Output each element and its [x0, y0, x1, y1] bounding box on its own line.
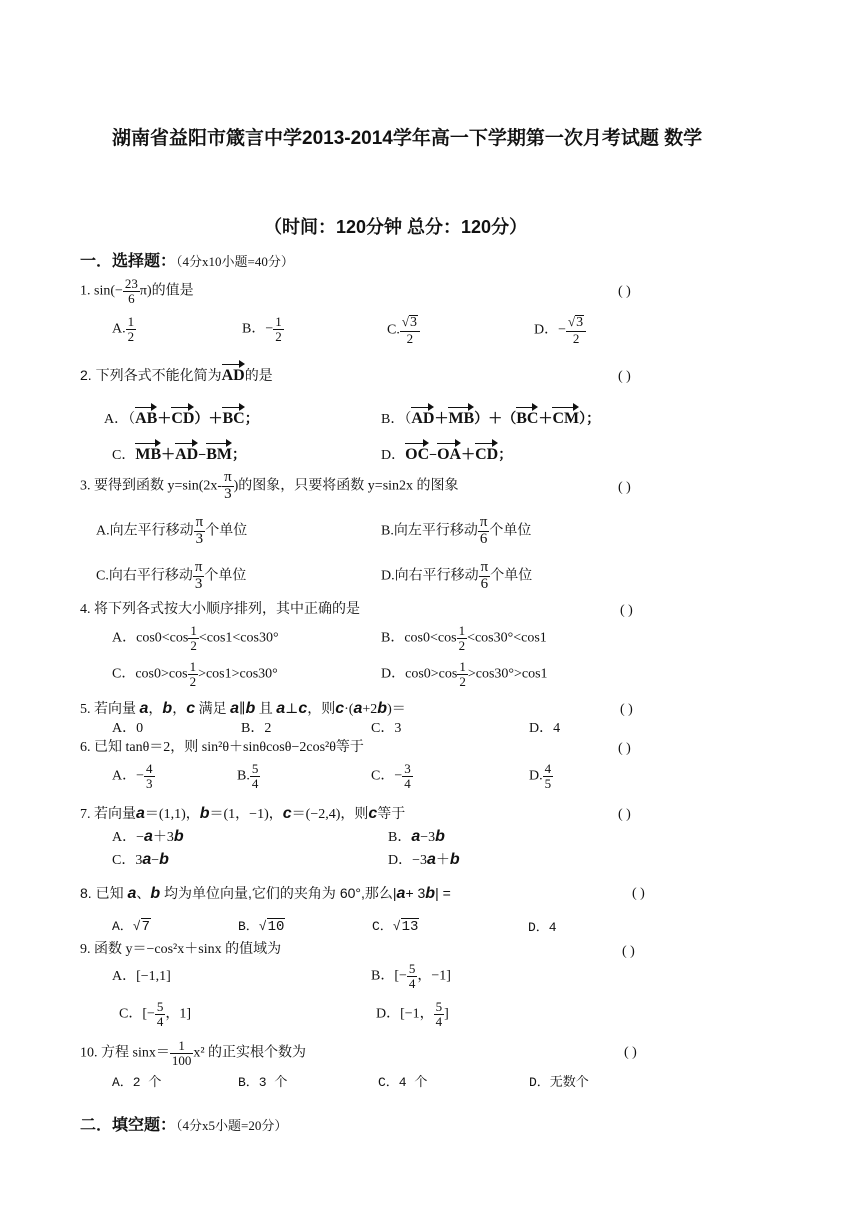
- numerator: 1: [459, 659, 466, 674]
- option-label: D．−: [534, 322, 567, 338]
- denominator: 4: [251, 775, 259, 791]
- vector-b: b: [199, 805, 210, 822]
- option-label: B.: [237, 768, 250, 784]
- radicand: 7: [141, 919, 151, 935]
- denominator: 2: [189, 673, 197, 689]
- option-c: [387, 315, 420, 345]
- answer-paren[interactable]: ( ): [618, 741, 631, 756]
- vector: MB: [448, 410, 475, 427]
- denominator: 2: [406, 330, 414, 346]
- fraction: [566, 315, 586, 345]
- vector: AD: [221, 367, 245, 384]
- question-6-stem: 6. 已知 tanθ＝2，则 sin²θ＋sinθcosθ−2cos²θ等于: [80, 740, 364, 755]
- option-d: [388, 851, 460, 869]
- option-a: [112, 315, 136, 343]
- option-text: A．cos0<cos: [112, 630, 189, 646]
- option-b: [371, 962, 451, 990]
- denominator: 3: [146, 775, 153, 791]
- vector-a: a: [411, 828, 421, 845]
- answer-paren[interactable]: ( ): [620, 702, 633, 717]
- option-text: D．[−1，: [376, 1006, 434, 1022]
- option-text: ，1]: [165, 1006, 192, 1022]
- stem-text: ·(: [344, 702, 354, 717]
- vector-b: b: [449, 851, 460, 868]
- numerator: 5: [251, 761, 259, 776]
- option-text: B．[−: [371, 968, 407, 984]
- section-heading: [80, 1117, 287, 1135]
- option-tail: 个单位: [204, 568, 247, 584]
- option-a: A．[−1,1]: [112, 969, 171, 984]
- denominator: 6: [479, 530, 488, 547]
- option-d: D．OC−OA＋CD；: [381, 446, 513, 463]
- stem-text: ＝(−2,4)，则: [291, 807, 369, 822]
- fraction: [194, 515, 206, 548]
- punct: ，: [148, 702, 163, 717]
- vector-a: a: [144, 828, 153, 845]
- option-a: [112, 828, 184, 846]
- option-label: C．: [112, 448, 136, 463]
- option-d: [381, 660, 548, 688]
- numerator: 4: [146, 761, 153, 776]
- numerator: 1: [190, 623, 197, 638]
- option-text: C．[−: [119, 1006, 155, 1022]
- numerator: π: [479, 514, 488, 530]
- fraction: [434, 1000, 445, 1028]
- stem-text: 5. 若向量: [80, 702, 136, 717]
- vector-b: b: [173, 828, 184, 845]
- option-text: −: [151, 853, 160, 868]
- page-title: 湖南省益阳市箴言中学2013-2014学年高一下学期第一次月考试题 数学: [112, 128, 703, 149]
- option-d: [376, 1000, 449, 1028]
- denominator: 3: [224, 485, 232, 502]
- option-label: A.: [112, 321, 126, 337]
- vector: BM: [206, 446, 232, 463]
- vector-b: b: [377, 700, 388, 717]
- option-text: C．cos0>cos: [112, 666, 188, 682]
- stem-text: | =: [435, 885, 451, 901]
- stem-text: )的图象，只要将函数 y=sin2x 的图象: [233, 478, 459, 494]
- option-c: [119, 1000, 191, 1028]
- vector-a: a: [427, 851, 436, 868]
- vector-a: a: [276, 700, 286, 717]
- stem-text: 等于: [377, 807, 406, 822]
- stem-text: π)的值是: [139, 283, 194, 299]
- option-text: B．cos0<cos: [381, 630, 457, 646]
- stem-text: ，则: [307, 702, 336, 717]
- option-label: B．: [388, 830, 412, 845]
- vector-a: a: [127, 885, 137, 902]
- option-text: >cos30°>cos1: [467, 666, 548, 682]
- answer-paren[interactable]: ( ): [620, 603, 633, 618]
- denominator: 5: [544, 775, 552, 791]
- option-a: A．（AB＋CD）＋BC；: [104, 410, 259, 427]
- option-d: [534, 315, 586, 345]
- denominator: 2: [459, 673, 466, 689]
- fraction: [479, 560, 491, 593]
- vector-b: b: [150, 885, 161, 902]
- parallel-symbol: ∥: [239, 702, 246, 717]
- fraction: [222, 470, 234, 503]
- option-text: D．cos0>cos: [381, 666, 458, 682]
- vector: MB: [135, 446, 162, 463]
- radicand: 13: [401, 919, 419, 935]
- option-b: [381, 624, 547, 652]
- numerator: π: [195, 514, 204, 530]
- option-d: [529, 762, 553, 790]
- option-b: [237, 762, 260, 790]
- option-label: B．（: [381, 412, 412, 427]
- numerator: π: [194, 559, 203, 575]
- numerator: 1: [275, 314, 282, 329]
- radicand: 10: [267, 919, 285, 935]
- punct: ；: [244, 412, 259, 427]
- stem-text: 2. 下列各式不能化简为: [80, 367, 222, 383]
- stem-text: 8. 已知: [80, 885, 124, 901]
- fraction: [123, 277, 140, 305]
- option-label: C.向右平行移动: [96, 568, 193, 584]
- vector: CD: [475, 446, 499, 463]
- fraction: [407, 962, 418, 990]
- option-label: C．: [372, 919, 393, 934]
- option-b: B．3 个: [238, 1075, 288, 1090]
- vector-a: a: [230, 700, 239, 717]
- denominator: 6: [128, 290, 135, 306]
- stem-text: 满足: [198, 702, 227, 717]
- answer-paren[interactable]: ( ): [618, 807, 631, 822]
- fraction: [478, 515, 490, 548]
- option-label: C．3: [112, 853, 143, 868]
- denominator: 6: [480, 575, 489, 592]
- fraction: [144, 762, 155, 790]
- vector: CD: [171, 410, 195, 427]
- stem-text: x² 的正实根个数为: [193, 1045, 307, 1061]
- numerator: 5: [156, 999, 164, 1014]
- vector: BC: [222, 410, 245, 427]
- question-3-stem: [80, 470, 459, 503]
- option-label: D.: [529, 768, 543, 784]
- denominator: 4: [408, 975, 416, 991]
- option-c: C．3: [371, 721, 402, 736]
- punct: ，: [172, 702, 187, 717]
- exam-info: （时间：120分钟 总分：120分）: [264, 217, 528, 237]
- numerator: 23: [124, 276, 138, 291]
- vector: AD: [175, 446, 199, 463]
- vector-a: a: [139, 700, 149, 717]
- numerator: √3: [566, 315, 586, 332]
- fraction: [400, 315, 420, 345]
- vector-c: c: [368, 805, 378, 822]
- numerator: 4: [544, 761, 552, 776]
- section-note: （4分x10小题=40分）: [176, 254, 294, 269]
- vector-a: a: [353, 700, 363, 717]
- numerator: π: [480, 559, 489, 575]
- option-b: B．2: [241, 721, 272, 736]
- vector: AB: [135, 410, 158, 427]
- option-b: [381, 515, 531, 548]
- question-9-stem: 9. 函数 y＝−cos²x＋sinx 的值域为: [80, 942, 282, 957]
- vector-b: b: [159, 851, 169, 868]
- vector: OC: [405, 446, 430, 463]
- denominator: 4: [156, 1013, 164, 1029]
- stem-text: ＝(1，−1)，: [209, 807, 283, 822]
- denominator: 100: [171, 1052, 192, 1068]
- stem-text: + 3: [405, 885, 426, 901]
- option-label: C．−: [371, 768, 403, 784]
- radicand: 3: [576, 315, 584, 330]
- stem-text: 1. sin(−: [80, 283, 123, 299]
- fraction: [457, 624, 468, 652]
- option-text: >cos1>cos30°: [198, 666, 278, 682]
- stem-text: 且: [258, 702, 273, 717]
- vector-a: a: [136, 805, 145, 822]
- option-label: D．: [381, 448, 406, 463]
- stem-text: 7. 若向量: [80, 807, 136, 822]
- vector: OA: [437, 446, 462, 463]
- denominator: 4: [404, 775, 411, 791]
- numerator: 5: [435, 999, 443, 1014]
- fraction: [188, 624, 199, 652]
- option-b: B．（AD＋MB）＋（BC＋CM）；: [381, 410, 601, 427]
- option-text: ]: [444, 1006, 449, 1022]
- numerator: √3: [400, 315, 420, 332]
- stem-text: 的是: [244, 367, 273, 383]
- question-7-stem: [80, 805, 405, 823]
- option-text: −3: [420, 830, 436, 845]
- option-tail: 个单位: [205, 523, 248, 539]
- vector-c: c: [298, 700, 308, 717]
- option-label: A．: [112, 919, 133, 934]
- option-label: B．: [238, 919, 259, 934]
- perp-symbol: ⊥: [285, 702, 299, 717]
- option-label: A．−: [112, 768, 145, 784]
- option-b: B．√10: [238, 919, 285, 935]
- punct: ）；: [579, 412, 601, 427]
- option-a: A．0: [112, 721, 144, 736]
- answer-paren[interactable]: ( ): [618, 480, 631, 495]
- option-c: [371, 762, 413, 790]
- stem-text: 10. 方程 sinx＝: [80, 1045, 170, 1061]
- question-10-stem: [80, 1039, 306, 1067]
- fraction: [250, 762, 261, 790]
- question-8-stem: [80, 885, 451, 903]
- question-5-stem: [80, 700, 406, 718]
- numerator: 1: [127, 314, 135, 329]
- numerator: 5: [408, 961, 416, 976]
- fraction: [457, 660, 468, 688]
- vector-c: c: [335, 700, 345, 717]
- option-label: A．（: [104, 412, 136, 427]
- fraction: [188, 660, 199, 688]
- question-4-stem: 4. 将下列各式按大小顺序排列，其中正确的是: [80, 602, 360, 617]
- punct: ；: [232, 448, 246, 463]
- denominator: 2: [127, 328, 135, 344]
- option-c: C．MB＋AD−BM；: [112, 446, 246, 463]
- punct: ；: [498, 448, 513, 463]
- option-c: [112, 851, 169, 869]
- option-a: [112, 762, 155, 790]
- denominator: 3: [194, 575, 203, 592]
- option-d: D．4: [529, 721, 561, 736]
- numerator: 1: [189, 659, 197, 674]
- answer-paren[interactable]: ( ): [618, 284, 631, 299]
- option-tail: 个单位: [490, 568, 533, 584]
- option-text: <cos1<cos30°: [198, 630, 279, 646]
- fraction: [273, 315, 284, 343]
- vector-c: c: [282, 805, 292, 822]
- option-label: C.: [387, 322, 400, 338]
- numerator: 1: [170, 1039, 194, 1054]
- option-label: A.向左平行移动: [96, 523, 194, 539]
- answer-paren[interactable]: ( ): [624, 1045, 637, 1060]
- option-d: [381, 560, 532, 593]
- answer-paren[interactable]: ( ): [622, 944, 635, 959]
- option-text: ＋3: [152, 830, 174, 845]
- vector: AD: [411, 410, 435, 427]
- stem-text: ＝(1,1)，: [144, 807, 200, 822]
- stem-text: )＝: [387, 702, 406, 717]
- answer-paren[interactable]: ( ): [632, 886, 645, 901]
- vector-b: b: [162, 700, 173, 717]
- section-title: 一．选择题：: [80, 253, 177, 270]
- vector-a: a: [396, 885, 406, 902]
- denominator: 2: [458, 637, 466, 653]
- denominator: 3: [195, 530, 204, 547]
- radicand: 3: [409, 315, 417, 330]
- option-b: [242, 315, 284, 343]
- option-d: D．无数个: [529, 1075, 589, 1090]
- option-a: A．√7: [112, 919, 151, 935]
- option-a: [112, 624, 279, 652]
- stem-text: 3. 要得到函数 y=sin(2x-: [80, 478, 223, 494]
- denominator: 4: [435, 1013, 443, 1029]
- option-a: A．2 个: [112, 1075, 162, 1090]
- option-d: D．4: [528, 920, 557, 935]
- fraction: [193, 560, 205, 593]
- stem-text: 均为单位向量,它们的夹角为 60°,那么|: [164, 885, 397, 901]
- option-label: A．−: [112, 830, 145, 845]
- option-text: ，−1]: [417, 968, 451, 984]
- section-note: （4分x5小题=20分）: [176, 1118, 288, 1133]
- question-2-stem: [80, 367, 273, 385]
- option-text: ＋: [435, 853, 450, 868]
- option-a: [96, 515, 247, 548]
- fraction: [170, 1039, 194, 1067]
- option-c: C．4 个: [378, 1075, 428, 1090]
- option-c: [112, 660, 278, 688]
- vector-b: b: [245, 700, 256, 717]
- vector-c: c: [186, 700, 196, 717]
- stem-text: 、: [136, 885, 151, 901]
- denominator: 2: [275, 328, 282, 344]
- vector-b: b: [435, 828, 445, 845]
- question-1-stem: [80, 277, 194, 305]
- vector-b: b: [425, 885, 436, 902]
- option-c: C．√13: [372, 919, 419, 935]
- denominator: 2: [190, 637, 197, 653]
- vector-a: a: [142, 851, 152, 868]
- numerator: 1: [458, 623, 466, 638]
- option-text: <cos30°<cos1: [467, 630, 547, 646]
- option-c: [96, 560, 246, 593]
- numerator: 3: [404, 761, 411, 776]
- stem-text: +2: [362, 702, 378, 717]
- denominator: 2: [572, 330, 580, 346]
- fraction: [402, 762, 413, 790]
- option-label: B.向左平行移动: [381, 523, 478, 539]
- option-b: [388, 828, 445, 846]
- fraction: [155, 1000, 166, 1028]
- option-label: D.向右平行移动: [381, 568, 479, 584]
- vector: CM: [552, 410, 580, 427]
- fraction: [126, 315, 137, 343]
- section-heading: [80, 253, 294, 271]
- section-title: 二．填空题：: [80, 1117, 177, 1134]
- answer-paren[interactable]: ( ): [618, 369, 631, 384]
- vector: BC: [516, 410, 539, 427]
- option-tail: 个单位: [489, 523, 532, 539]
- option-label: D．−3: [388, 853, 428, 868]
- numerator: π: [224, 469, 232, 485]
- fraction: [543, 762, 554, 790]
- option-label: B．−: [242, 321, 274, 337]
